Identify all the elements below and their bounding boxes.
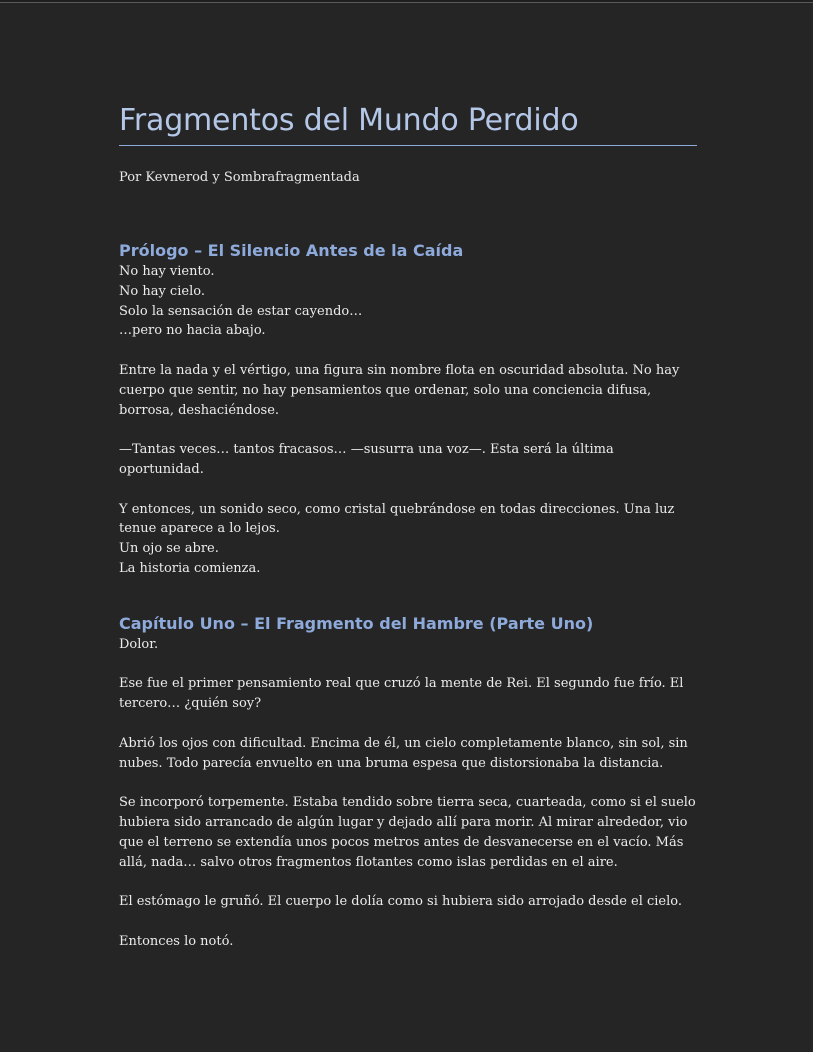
paragraph-gap [119, 872, 697, 892]
paragraph-gap [119, 912, 697, 932]
prologue-paragraph-2: —Tantas veces… tantos fracasos… —susurra una voz—. Esta será la última oportunidad. [119, 442, 614, 477]
chapter-one-paragraph-2: Ese fue el primer pensamiento real que cruzó la mente de Rei. El segundo fue frío. El tercero… ¿quién soy? [119, 676, 684, 712]
chapter-one-body [119, 635, 697, 952]
prologue-paragraph-1: Entre la nada y el vértigo, una figura sin nombre flota en oscuridad absoluta. No hay cuerpo que sentir, no hay pensamientos que ordenar, solo una conciencia difusa, borrosa, deshaciéndose. [119, 362, 680, 418]
chapter-one-paragraph-4: Se incorporó torpemente. Estaba tendido sobre tierra seca, cuarteada, como si el suelo hubiera sido arrancado de algún lugar y dejado allí para morir. Al mirar alrededor, vio que el terreno se extendía unos pocos metros antes de desvanecerse en el vacío. Más allá, nada… salvo otros fragmentos flotantes como islas perdidas en el aire. [119, 795, 696, 870]
document-author: Por Kevnerod y Sombrafragmentada [119, 170, 360, 185]
prologue-paragraph-3: Y entonces, un sonido seco, como cristal quebrándose en todas direcciones. Una luz tenue aparece a lo lejos. [119, 501, 675, 537]
document-content [119, 103, 697, 952]
prologue-line-eye: Un ojo se abre. [119, 541, 219, 557]
chapter-one-heading: Capítulo Uno – El Fragmento del Hambre (Parte Uno) [119, 613, 594, 633]
document-page [0, 2, 813, 1052]
paragraph-gap [119, 341, 697, 361]
document-title: Fragmentos del Mundo Perdido [119, 103, 697, 146]
chapter-one-paragraph-6: Entonces lo notó. [119, 933, 234, 949]
paragraph-gap [119, 480, 697, 500]
paragraph-gap [119, 714, 697, 734]
chapter-one-paragraph-3: Abrió los ojos con dificultad. Encima de él, un cielo completamente blanco, sin sol, sin nubes. Todo parecía envuelto en una bruma espesa que distorsionaba la distancia. [119, 735, 688, 771]
paragraph-gap [119, 420, 697, 440]
prologue-line-2: No hay cielo. [119, 283, 205, 299]
prologue-line-3: Solo la sensación de estar cayendo… [119, 303, 363, 319]
prologue-line-story: La historia comienza. [119, 560, 261, 576]
prologue-body [119, 262, 697, 579]
chapter-one-paragraph-1: Dolor. [119, 636, 159, 652]
prologue-line-4: …pero no hacia abajo. [119, 323, 266, 339]
chapter-one-paragraph-5: El estómago le gruñó. El cuerpo le dolía como si hubiera sido arrojado desde el cielo. [119, 894, 683, 910]
paragraph-gap [119, 655, 697, 675]
prologue-line-1: No hay viento. [119, 264, 215, 279]
paragraph-gap [119, 773, 697, 793]
prologue-heading: Prólogo – El Silencio Antes de la Caída [119, 241, 464, 260]
